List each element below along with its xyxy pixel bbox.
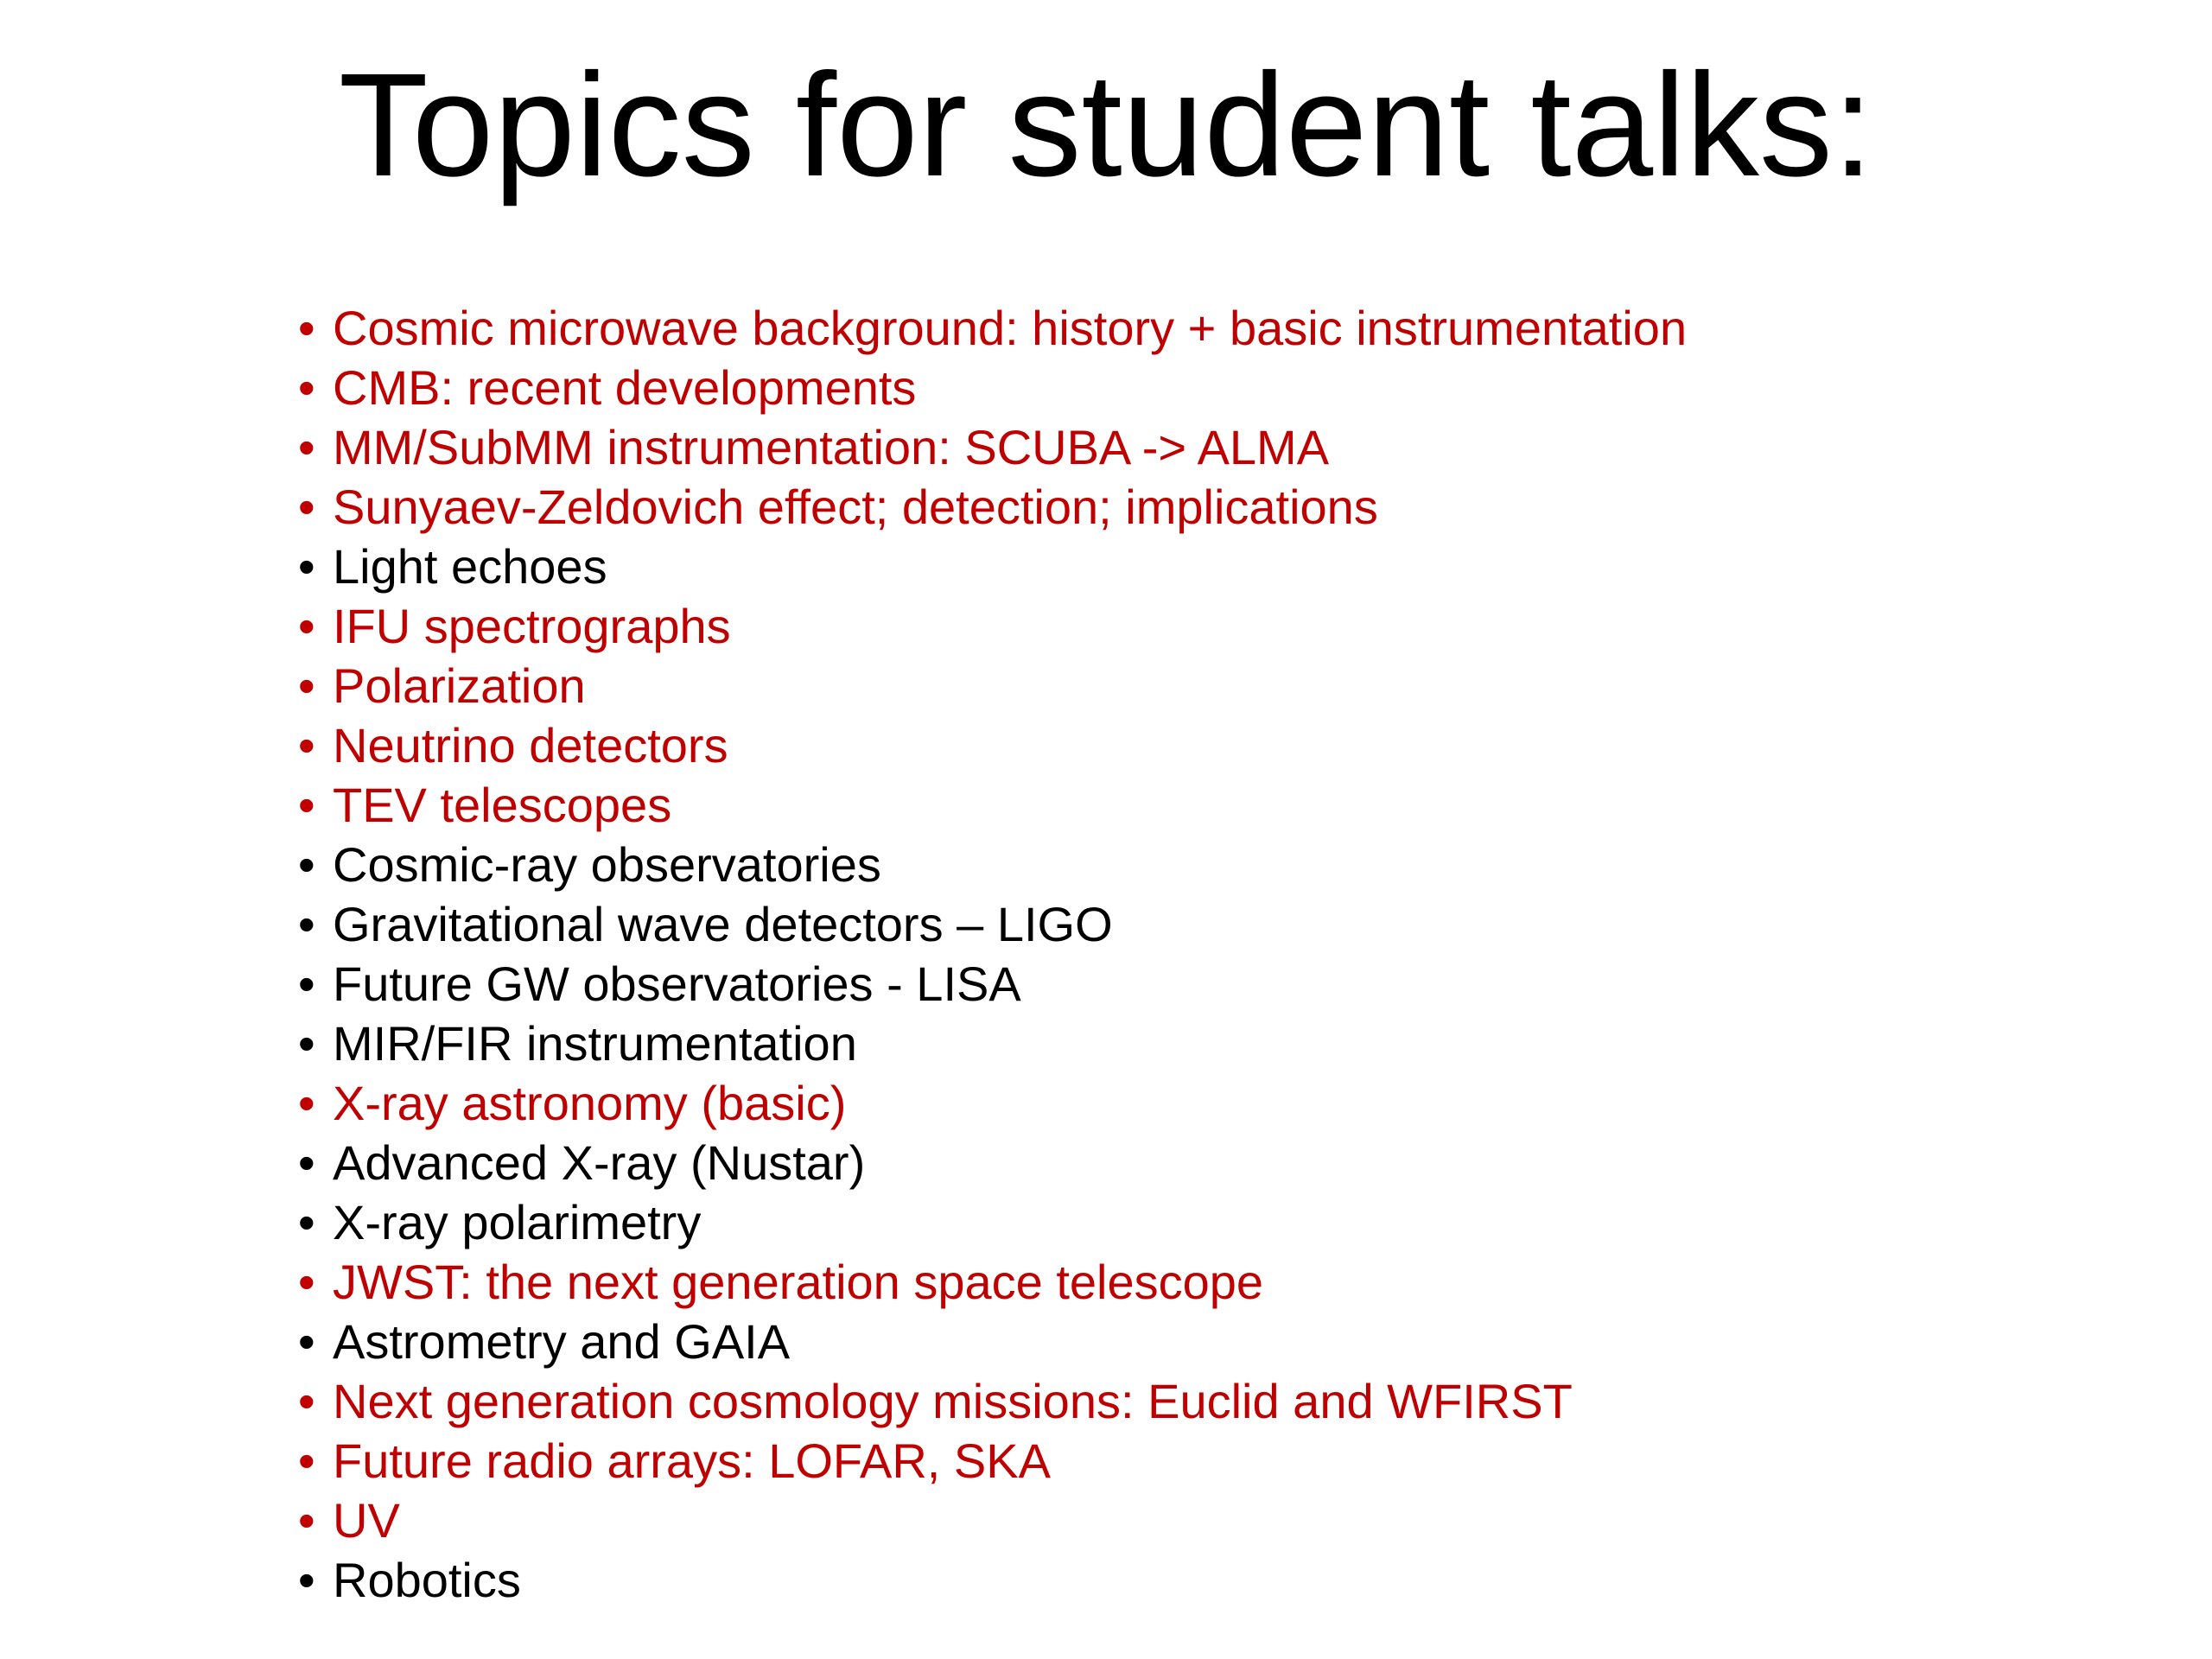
topic-text: Light echoes — [333, 539, 607, 594]
list-item — [298, 1312, 1687, 1371]
list-item — [298, 1431, 1687, 1491]
list-item — [298, 477, 1687, 537]
list-item — [298, 1550, 1687, 1610]
bullet-icon: • — [298, 1195, 315, 1249]
list-item — [298, 1133, 1687, 1192]
bullet-icon: • — [298, 1553, 315, 1607]
list-item — [298, 1491, 1687, 1550]
bullet-icon: • — [298, 360, 315, 415]
list-item — [298, 894, 1687, 954]
topic-text: Next generation cosmology missions: Euclid and WFIRST — [333, 1374, 1573, 1428]
bullet-icon: • — [298, 599, 315, 653]
topic-list — [298, 298, 1687, 1610]
topic-text: Future GW observatories - LISA — [333, 957, 1021, 1011]
bullet-icon: • — [298, 1255, 315, 1309]
bullet-icon: • — [298, 1374, 315, 1428]
topic-text: TEV telescopes — [333, 778, 672, 832]
topic-text: Cosmic-ray observatories — [333, 837, 881, 892]
list-item — [298, 358, 1687, 417]
list-item — [298, 1014, 1687, 1073]
topic-text: IFU spectrographs — [333, 599, 731, 653]
topic-text: CMB: recent developments — [333, 360, 917, 415]
bullet-icon: • — [298, 778, 315, 832]
bullet-icon: • — [298, 658, 315, 713]
topic-text: Robotics — [333, 1553, 521, 1607]
list-item — [298, 1252, 1687, 1312]
topic-text: JWST: the next generation space telescope — [333, 1255, 1264, 1309]
list-item — [298, 835, 1687, 894]
bullet-icon: • — [298, 897, 315, 951]
list-item — [298, 298, 1687, 358]
topic-text: Gravitational wave detectors – LIGO — [333, 897, 1113, 951]
topic-text: Polarization — [333, 658, 586, 713]
topic-text: Future radio arrays: LOFAR, SKA — [333, 1433, 1051, 1488]
slide-title: Topics for student talks: — [338, 43, 1874, 207]
bullet-icon: • — [298, 420, 315, 474]
list-item — [298, 715, 1687, 775]
bullet-icon: • — [298, 1076, 315, 1130]
bullet-icon: • — [298, 718, 315, 772]
list-item — [298, 596, 1687, 656]
list-item — [298, 954, 1687, 1014]
topic-text: Sunyaev-Zeldovich effect; detection; implications — [333, 480, 1378, 534]
bullet-icon: • — [298, 1016, 315, 1071]
list-item — [298, 1371, 1687, 1431]
bullet-icon: • — [298, 1135, 315, 1190]
topic-text: MIR/FIR instrumentation — [333, 1016, 857, 1071]
topic-text: X-ray polarimetry — [333, 1195, 702, 1249]
topic-text: Neutrino detectors — [333, 718, 728, 772]
list-item — [298, 1073, 1687, 1133]
list-item — [298, 537, 1687, 596]
bullet-icon: • — [298, 1433, 315, 1488]
list-item — [298, 775, 1687, 835]
topic-text: Astrometry and GAIA — [333, 1314, 791, 1369]
bullet-icon: • — [298, 1314, 315, 1369]
topic-text: MM/SubMM instrumentation: SCUBA -> ALMA — [333, 420, 1330, 474]
topic-text: Advanced X-ray (Nustar) — [333, 1135, 866, 1190]
topic-text: UV — [333, 1493, 400, 1548]
list-item — [298, 417, 1687, 477]
topic-text: Cosmic microwave background: history + basic instrumentation — [333, 301, 1688, 355]
bullet-icon: • — [298, 837, 315, 892]
bullet-icon: • — [298, 539, 315, 594]
bullet-icon: • — [298, 480, 315, 534]
bullet-icon: • — [298, 1493, 315, 1548]
list-item — [298, 656, 1687, 715]
list-item — [298, 1192, 1687, 1252]
bullet-icon: • — [298, 301, 315, 355]
topic-text: X-ray astronomy (basic) — [333, 1076, 847, 1130]
bullet-icon: • — [298, 957, 315, 1011]
